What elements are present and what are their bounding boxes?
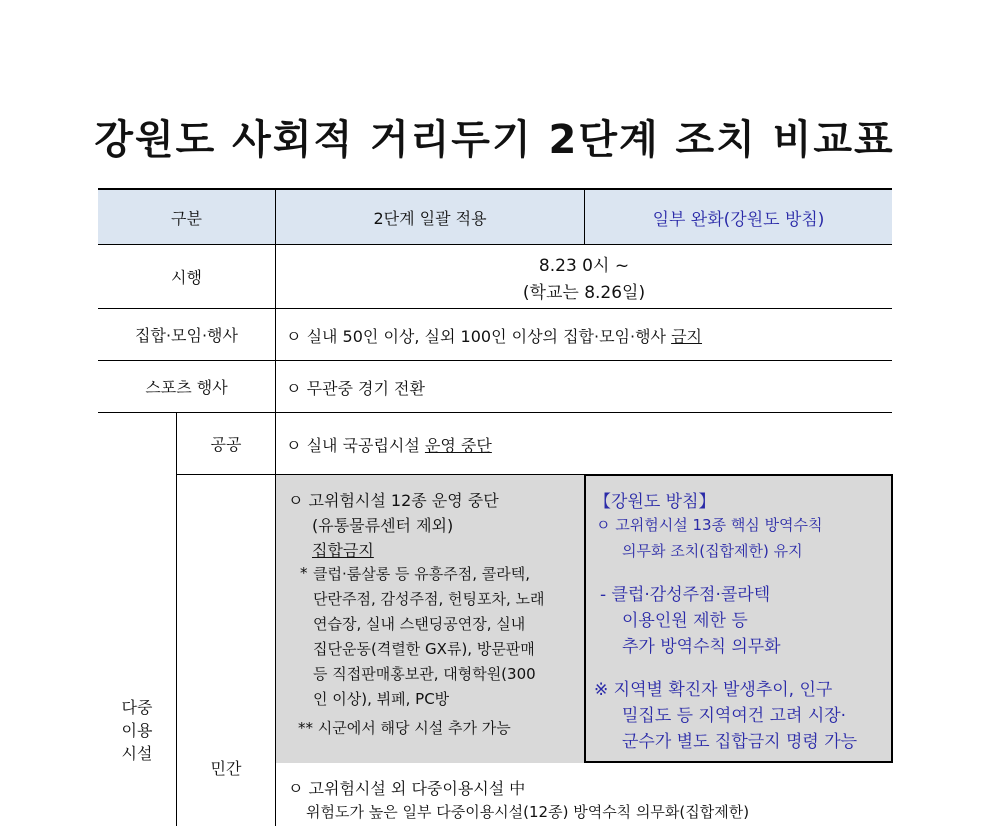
header-partial-relief: 일부 완화(강원도 방침)	[652, 209, 825, 230]
private-left-star: *	[300, 564, 308, 582]
row-label-gathering: 집합·모임·행사	[135, 326, 238, 345]
gathering-emphasis: 금지	[671, 327, 703, 346]
policy-note-1: ※ 지역별 확진자 발생추이, 인구	[594, 680, 833, 700]
detail-line: 인 이상), 뷔페, PC방	[313, 690, 450, 708]
row-divider	[176, 474, 892, 475]
sports-content	[286, 376, 425, 399]
row-label-sihaeng: 시행	[171, 268, 202, 287]
policy-detail-1: - 클럽·감성주점·콜라텍	[600, 585, 771, 605]
detail-line: 등 직접판매홍보관, 대형학원(300	[313, 665, 536, 683]
private-left-line3: 집합금지	[312, 541, 374, 560]
row-label-public: 공공	[210, 435, 242, 454]
detail-line: 연습장, 실내 스탠딩공연장, 실내	[313, 615, 526, 633]
bullet-icon: ㅇ	[286, 436, 302, 455]
policy-note-3: 군수가 별도 집합금지 명령 가능	[622, 732, 858, 752]
sihaeng-date: 8.23 0시 ~	[538, 255, 630, 276]
policy-detail-3: 추가 방역수칙 의무화	[622, 637, 781, 657]
public-content	[286, 433, 492, 456]
policy-bullet-1: ㅇ 고위험시설 13종 핵심 방역수칙	[596, 516, 823, 534]
private-bottom-line2: 위험도가 높은 일부 다중이용시설(12종) 방역수칙 의무화(집합제한)	[306, 803, 750, 821]
public-text: 실내 국공립시설	[306, 436, 420, 455]
facilities-label-1: 다중	[121, 697, 153, 717]
document-title: 강원도 사회적 거리두기 2단계 조치 비교표	[94, 117, 895, 163]
facilities-label-2: 이용	[121, 720, 153, 740]
header-category: 구분	[171, 208, 202, 228]
bullet-icon: ㅇ	[286, 327, 302, 346]
policy-bullet-1b: 의무화 조치(집합제한) 유지	[622, 542, 803, 560]
bullet-icon: ㅇ	[286, 379, 302, 398]
public-emphasis: 운영 중단	[424, 436, 492, 455]
policy-heading: 【강원도 방침】	[594, 492, 716, 512]
private-bottom-line1: ㅇ 고위험시설 외 다중이용시설 中	[288, 779, 526, 798]
detail-line: 클럽·룸살롱 등 유흥주점, 콜라텍,	[313, 565, 530, 583]
sihaeng-school-note: (학교는 8.26일)	[522, 282, 646, 303]
row-label-sports: 스포츠 행사	[145, 378, 228, 397]
facilities-label-3: 시설	[121, 743, 153, 763]
gathering-content	[286, 324, 702, 347]
policy-note-2: 밀집도 등 지역여건 고려 시장·	[622, 706, 847, 726]
private-left-note: ** 시군에서 해당 시설 추가 가능	[298, 719, 511, 737]
row-label-private: 민간	[210, 758, 242, 778]
detail-line: 집단운동(격렬한 GX류), 방문판매	[313, 640, 535, 658]
gathering-text: 실내 50인 이상, 실외 100인 이상의 집합·모임·행사	[306, 327, 666, 346]
policy-detail-2: 이용인원 제한 등	[622, 611, 748, 631]
header-stage2: 2단계 일괄 적용	[373, 208, 487, 228]
private-left-line2: (유통물류센터 제외)	[312, 516, 454, 535]
row-label-facilities	[98, 690, 176, 770]
private-left-detail	[313, 562, 544, 712]
sports-text: 무관중 경기 전환	[306, 379, 425, 398]
detail-line: 단란주점, 감성주점, 헌팅포차, 노래	[313, 590, 545, 608]
private-left-line1: ㅇ 고위험시설 12종 운영 중단	[288, 491, 499, 510]
